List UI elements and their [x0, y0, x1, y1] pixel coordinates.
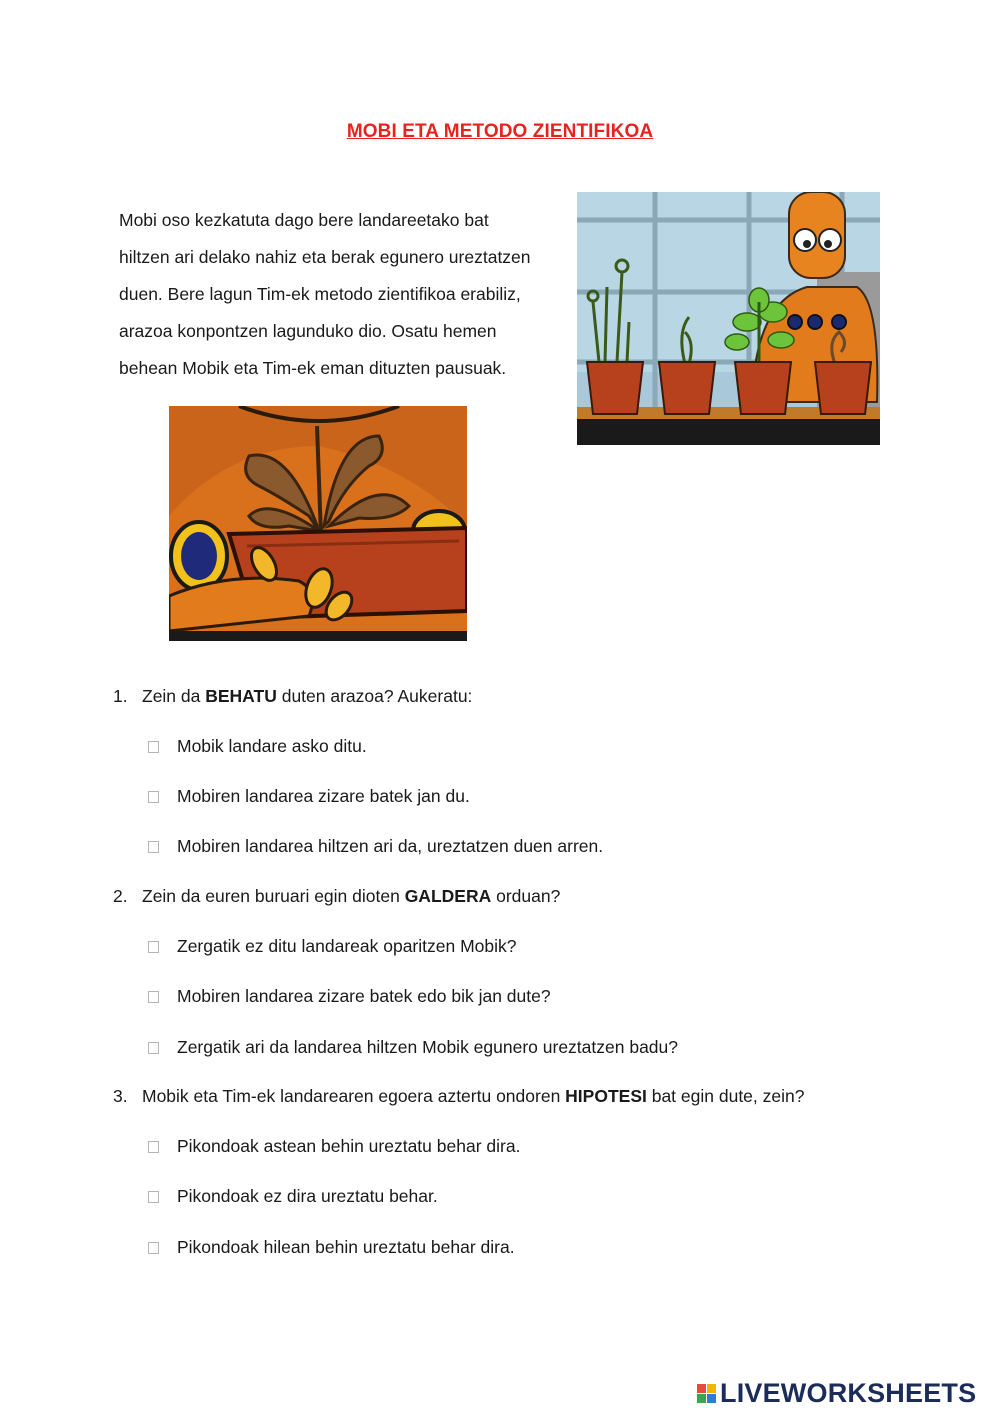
question-text: Zein da [142, 686, 206, 706]
option-1b[interactable] [148, 786, 470, 807]
liveworksheets-logo[interactable] [697, 1376, 976, 1410]
option-label: Zergatik ari da landarea hiltzen Mobik egunero ureztatzen badu? [177, 1037, 679, 1057]
intro-line: hiltzen ari delako nahiz eta berak egunero ureztatzen [119, 247, 531, 267]
option-3c[interactable] [148, 1237, 515, 1258]
question-keyword: HIPOTESI [565, 1086, 647, 1106]
question-number: 2. [113, 886, 128, 906]
checkbox[interactable] [148, 791, 159, 803]
option-label: Zergatik ez ditu landareak oparitzen Mobik? [177, 936, 517, 956]
checkbox[interactable] [148, 1141, 159, 1153]
option-3b[interactable] [148, 1186, 438, 1207]
logo-text: LIVEWORKSHEETS [720, 1377, 977, 1408]
option-2c[interactable] [148, 1037, 678, 1058]
option-label: Mobiren landarea zizare batek edo bik jan dute? [177, 986, 551, 1006]
option-3a[interactable] [148, 1136, 520, 1157]
wilted-plant-closeup-illustration [169, 406, 467, 641]
option-2a[interactable] [148, 936, 517, 957]
option-label: Pikondoak astean behin ureztatu behar dira. [177, 1136, 521, 1156]
question-keyword: GALDERA [404, 886, 492, 906]
intro-line: arazoa konpontzen lagunduko dio. Osatu hemen [119, 321, 497, 341]
question-text: bat egin dute, zein? [646, 1086, 805, 1106]
question-2 [113, 886, 560, 907]
option-label: Pikondoak hilean behin ureztatu behar dira. [177, 1237, 515, 1257]
intro-paragraph [119, 202, 569, 387]
question-text: orduan? [491, 886, 561, 906]
checkbox[interactable] [148, 741, 159, 753]
checkbox[interactable] [148, 841, 159, 853]
option-label: Pikondoak ez dira ureztatu behar. [177, 1186, 438, 1206]
checkbox[interactable] [148, 1242, 159, 1254]
question-number: 3. [113, 1086, 128, 1106]
checkbox[interactable] [148, 1042, 159, 1054]
intro-line: duen. Bere lagun Tim-ek metodo zientifikoa erabiliz, [119, 284, 521, 304]
question-1 [113, 686, 472, 707]
option-1a[interactable] [148, 736, 367, 757]
checkbox[interactable] [148, 1191, 159, 1203]
question-keyword: BEHATU [205, 686, 277, 706]
checkbox[interactable] [148, 991, 159, 1003]
intro-line: behean Mobik eta Tim-ek eman dituzten pausuak. [119, 358, 507, 378]
option-label: Mobik landare asko ditu. [177, 736, 367, 756]
question-text: Zein da euren buruari egin dioten [142, 886, 405, 906]
mobi-greenhouse-illustration [577, 192, 880, 445]
question-text: Mobik eta Tim-ek landarearen egoera aztertu ondoren [142, 1086, 566, 1106]
page-title: MOBI ETA METODO ZIENTIFIKOA [346, 121, 654, 142]
option-label: Mobiren landarea hiltzen ari da, ureztatzen duen arren. [177, 836, 604, 856]
question-number: 1. [113, 686, 128, 706]
intro-line: Mobi oso kezkatuta dago bere landareetako bat [119, 210, 489, 230]
question-text: duten arazoa? Aukeratu: [276, 686, 473, 706]
checkbox[interactable] [148, 941, 159, 953]
option-2b[interactable] [148, 986, 551, 1007]
question-3 [113, 1086, 804, 1107]
option-1c[interactable] [148, 836, 603, 857]
option-label: Mobiren landarea zizare batek jan du. [177, 786, 470, 806]
logo-mark-icon [697, 1384, 716, 1403]
